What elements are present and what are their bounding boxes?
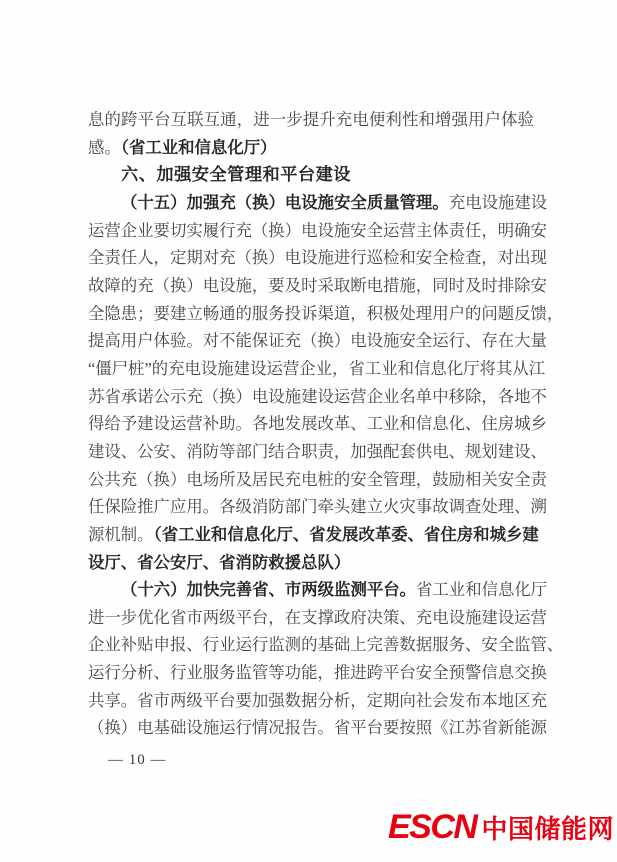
text-line [88, 272, 547, 300]
text-segment: 提高用户体验。对不能保证充（换）电设施安全运行、存在大量 [88, 331, 547, 351]
text-line [88, 659, 547, 687]
text-segment: 进一步优化省市两级平台，在支撑政府决策、充电设施建设运营 [88, 607, 547, 627]
text-segment: 故障的充（换）电设施，要及时采取断电措施，同时及时排除安 [88, 275, 547, 295]
text-segment: （十五）加强充（换）电设施安全质量管理。 [121, 192, 449, 212]
text-line [88, 687, 547, 715]
text-segment: 六、加强安全管理和平台建设 [121, 164, 351, 185]
section-heading [88, 161, 534, 189]
text-segment: 息的跨平台互联互通，进一步提升充电便利性和增强用户体验 [88, 110, 534, 129]
text-line [88, 217, 547, 245]
text-line [88, 714, 547, 742]
text-line [88, 493, 547, 521]
text-line [88, 327, 547, 355]
text-line [88, 383, 547, 411]
text-line [88, 549, 534, 577]
text-segment: 共享。省市两级平台要加强数据分析，定期向社会发布本地区充 [88, 690, 547, 710]
text-segment: 设厅、省公安厅、省消防救援总队） [88, 552, 351, 572]
text-line [88, 438, 547, 466]
text-line [88, 521, 539, 549]
text-segment: 公共充（换）电场所及居民充电桩的安全管理，鼓励相关安全责 [88, 469, 547, 489]
text-segment: 运行分析、行业服务监管等功能，推进跨平台安全预警信息交换 [88, 663, 547, 683]
text-line [88, 355, 546, 383]
text-segment: 建设、公安、消防等部门结合职责，加强配套供电、规划建设、 [88, 441, 547, 461]
text-segment: 全责任人，定期对充（换）电设施进行巡检和安全检查，对出现 [88, 248, 547, 268]
logo-latin-text: ESCN [388, 808, 477, 846]
text-segment: 得给予建设运营补助。各地发展改革、工业和信息化、住房城乡 [88, 414, 547, 434]
text-segment: （十六）加快完善省、市两级监测平台。 [121, 580, 417, 600]
text-segment: 企业补贴申报、行业运行监测的基础上完善数据服务、安全监管、 [88, 635, 564, 655]
text-segment: 苏省承诺公示充（换）电设施建设运营企业名单中移除，各地不 [88, 386, 547, 406]
text-line [88, 576, 548, 604]
text-segment: （省工业和信息化厅） [120, 137, 277, 157]
text-segment: 充电设施建设 [448, 192, 548, 212]
text-segment: 感。 [88, 137, 121, 157]
text-line [88, 106, 534, 134]
text-line [88, 410, 547, 438]
logo-cjk-text: 中国储能网 [481, 814, 614, 844]
text-segment: 省工业和信息化厅 [416, 580, 548, 600]
text-line [88, 244, 547, 272]
text-line [88, 466, 547, 494]
escn-logo [388, 808, 614, 847]
text-line [88, 631, 564, 659]
text-line [88, 189, 548, 217]
page-number: — 10 — [108, 752, 167, 768]
text-column [88, 106, 564, 742]
text-line [88, 300, 564, 328]
text-segment: （省工业和信息化厅、省发展改革委、省住房和城乡建 [153, 524, 539, 544]
text-segment: “僵尸桩”的充电设施建设运营企业，省工业和信息化厅将其从江 [88, 358, 546, 378]
text-segment: 源机制。 [88, 524, 154, 544]
text-line [88, 134, 534, 162]
text-segment: 任保险推广应用。各级消防部门牵头建立火灾事故调查处理、溯 [88, 497, 547, 517]
text-segment: （换）电基础设施运行情况报告。省平台要按照《江苏省新能源 [88, 718, 547, 738]
text-line [88, 604, 547, 632]
text-segment: 运营企业要切实履行充（换）电设施安全运营主体责任，明确安 [88, 220, 547, 240]
text-segment: 全隐患；要建立畅通的服务投诉渠道，积极处理用户的问题反馈， [88, 303, 564, 323]
